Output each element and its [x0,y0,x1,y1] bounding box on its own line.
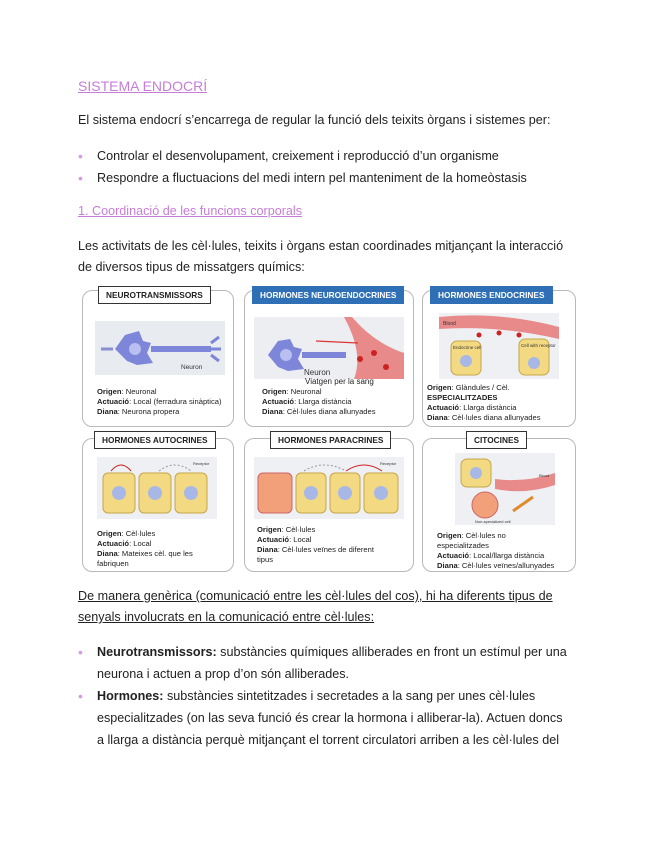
section2-line: De manera genèrica (comunicació entre les cèl·lules del cos), hi ha diferents tipus de [78,589,553,603]
origen-value: : Neuronal [286,387,322,396]
actuacio-label: Actuació [97,539,130,548]
origen-value: : Cèl·lules [121,529,156,538]
card-hormones-autocrines [82,438,234,572]
diana-value-2: tipus [257,555,274,564]
image-label: Blood [539,473,550,478]
bullet-dot-icon: • [78,688,83,704]
card-info [437,531,572,571]
card-tag: CITOCINES [466,431,527,449]
neuron-illustration [95,313,225,383]
actuacio-label: Actuació [262,397,295,406]
actuacio-label: Actuació [427,403,460,412]
section-heading: 1. Coordinació de les funcions corporals [78,204,303,218]
image-label: Blood [443,321,456,327]
type-text: especialitzades (on las seva funció és crear la hormona i alliberar-la). Actuen doncs [97,711,563,725]
origen-value-2: ESPECIALITZADES [427,393,498,402]
card-hormones-endocrines [422,290,576,427]
actuacio-label: Actuació [437,551,470,560]
origen-value: : Neuronal [121,387,157,396]
type-item-hormones [78,686,588,747]
type-term: Hormones: [97,689,164,703]
diana-label: Diana [97,407,118,416]
origen-label: Origen [97,387,122,396]
card-note: Viatgen per la sang [305,377,374,386]
origen-label: Origen [437,531,462,540]
endocrine-illustration [439,313,559,379]
diana-label: Diana [427,413,448,422]
image-label: Receptor [193,461,210,466]
card-citocines [422,438,576,572]
diana-value: : Cèl·lules veïnes/allunyades [457,561,555,570]
bullet-dot-icon: • [78,644,83,660]
actuacio-value: : Local/llarga distància [469,551,545,560]
card-info [97,387,227,417]
type-text: substàncies sintetitzades i secretades a la sang per unes cèl·lules [163,689,536,703]
intro-text: El sistema endocrí s’encarrega de regular la funció dels teixits òrgans i sistemes per: [78,113,551,127]
type-item-neurotransmissors [78,642,588,681]
diana-value: : Cèl·lules diana allunyades [447,413,541,422]
type-text: neurona i actuen a prop d’on són alliberades. [97,667,350,681]
card-hormones-paracrines [244,438,414,572]
autocrine-illustration [97,457,217,519]
diana-label: Diana [262,407,283,416]
type-text: a llarga a distància perquè mitjançant el torrent circulatori arriben a les cèl·lules del [97,733,560,747]
diana-value: : Cèl·lules veïnes de diferent [277,545,374,554]
page-title: SISTEMA ENDOCRÍ [78,78,208,94]
card-neurotransmissors [82,290,234,427]
neuroendocrine-illustration [254,313,404,385]
actuacio-label: Actuació [97,397,130,406]
section2-line: senyals involucrats en la comunicació entre cèl·lules: [78,610,375,624]
origen-label: Origen [427,383,452,392]
card-tag: NEUROTRANSMISSORS [98,286,211,304]
diana-value: : Neurona propera [117,407,180,416]
actuacio-value: : Llarga distància [459,403,517,412]
card-tag: HORMONES AUTOCRINES [94,431,216,449]
card-info [262,387,412,417]
diana-label: Diana [97,549,118,558]
paracrine-illustration [254,457,404,519]
type-text: substàncies químiques alliberades en front un estímul per una [216,645,567,659]
bullet-dot-icon: • [78,148,83,164]
intro-bullet-text: Respondre a fluctuacions del medi intern pel manteniment de la homeòstasis [97,171,527,185]
type-term: Neurotransmissors: [97,645,217,659]
image-label: Cell with receptor [521,343,556,348]
diana-value: : Mateixes cèl. que les [117,549,193,558]
diana-value: : Cèl·lules diana allunyades [282,407,376,416]
actuacio-label: Actuació [257,535,290,544]
section-paragraph-line: Les activitats de les cèl·lules, teixits i òrgans estan coordinades mitjançant la interacció [78,239,564,253]
diana-label: Diana [437,561,458,570]
image-label: Non-specialized cell [475,519,511,524]
image-label: Receptor [380,461,397,466]
origen-label: Origen [257,525,282,534]
card-info [97,529,227,569]
origen-label: Origen [262,387,287,396]
card-tag: HORMONES ENDOCRINES [430,286,553,304]
card-info [257,525,407,565]
cytokine-illustration [455,453,555,525]
messengers-figure [78,284,584,574]
actuacio-value: : Local (ferradura sinàptica) [129,397,222,406]
bullet-dot-icon: • [78,170,83,186]
section-paragraph-line: de diversos tipus de missatgers químics: [78,260,305,274]
intro-bullet-2 [78,168,527,190]
origen-value: : Cèl·lules [281,525,316,534]
actuacio-value: : Local [289,535,312,544]
image-label: Neuron [304,368,331,377]
diana-label: Diana [257,545,278,554]
origen-value: : Cèl·lules no [461,531,506,540]
origen-label: Origen [97,529,122,538]
intro-bullet-text: Controlar el desenvolupament, creixement i reproducció d’un organisme [97,149,499,163]
intro-bullet-1 [78,146,499,168]
card-info [427,383,572,423]
diana-value-2: fabriquen [97,559,129,568]
origen-value-2: especialitzades [437,541,489,550]
actuacio-value: : Local [129,539,152,548]
actuacio-value: : Llarga distància [294,397,352,406]
card-hormones-neuroendocrines [244,290,414,427]
card-tag: HORMONES PARACRINES [270,431,391,449]
image-label: Neuron [181,364,203,371]
image-label: Endocrine cell [453,345,482,350]
origen-value: : Glàndules / Cèl. [451,383,510,392]
card-tag: HORMONES NEUROENDOCRINES [252,286,404,304]
